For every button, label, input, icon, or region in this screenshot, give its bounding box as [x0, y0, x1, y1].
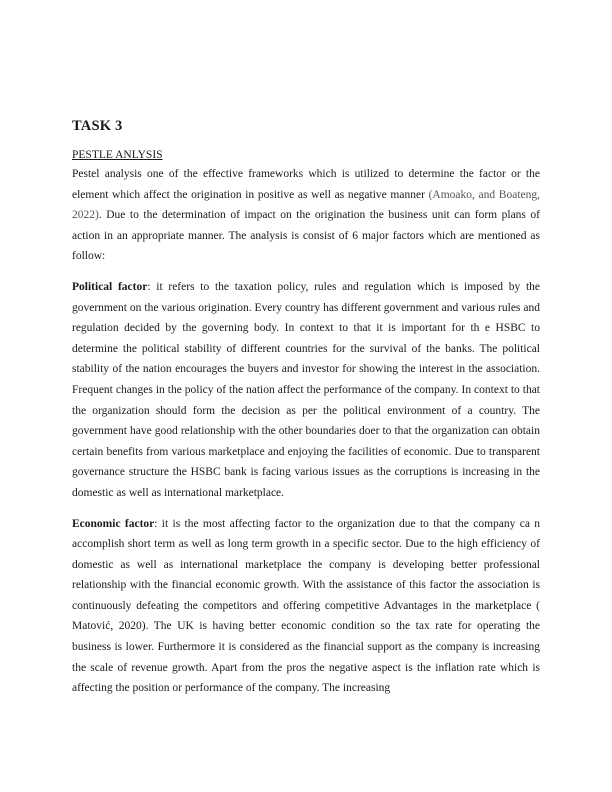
economic-text: : it is the most affecting factor to the organization due to that the company ca n accomplish short term as well as long term growth in a specific sector. Due to the high efficiency of domestic as well as international marketplace the company is developing better professional relationship with the financial economic growth. With the assistance of this factor the association is continuously defeating the competitors and offering competitive Advantages in the marketplace [72, 517, 541, 612]
section-title: PESTLE ANLYSIS [72, 149, 163, 161]
intro-text-continued: . Due to the determination of impact on the origination the business unit can form plans of action in an appropriate manner. The analysis is consist of 6 major factors which are mentioned as follow: [72, 209, 540, 263]
political-label: Political factor [72, 280, 148, 293]
intro-text: Pestel analysis one of the effective frameworks which is utilized to determine the factor or the element which affect the origination in positive as well as negative manner [72, 168, 540, 201]
political-paragraph [72, 277, 540, 504]
economic-text-continued: . The UK is having better economic condition so the tax rate for operating the business is lower. Furthermore it is considered as the financial support as the company is increasing the scale of revenue growth. Apart from the pros the negative aspect is the inflation rate which is affecting the position or performance of the company. The increasing [72, 620, 541, 695]
economic-label: Economic factor [72, 517, 155, 530]
political-text: : it refers to the taxation policy, rules and regulation which is imposed by the government on the various origination. Every country has different government and various rules and regulation decided by the governing body. In context to that it is important for th e HSBC to determine the political stability of different countries for the survival of the banks. The political stability of the nation encourages the buyers and investor for showing the interest in the association. Frequent changes in the policy of the nation affect the performance of the company. In context to that the organization should form the decision as per the political environment of a country. The government have good relationship with the other boundaries doer to that the organization can obtain certain benefits from various marketplace and enjoying the facilities of economic. Due to transparent governance structure the HSBC bank is facing various issues as the corruptions is increasing in the domestic as well as international marketplace. [72, 280, 541, 499]
economic-citation: ( Matović, 2020) [72, 599, 540, 633]
intro-paragraph [72, 164, 540, 267]
intro-citation: (Amoako, and Boateng, 2022) [72, 188, 540, 222]
task-heading: TASK 3 [72, 118, 123, 134]
page-content [72, 116, 540, 709]
economic-paragraph [72, 514, 540, 699]
